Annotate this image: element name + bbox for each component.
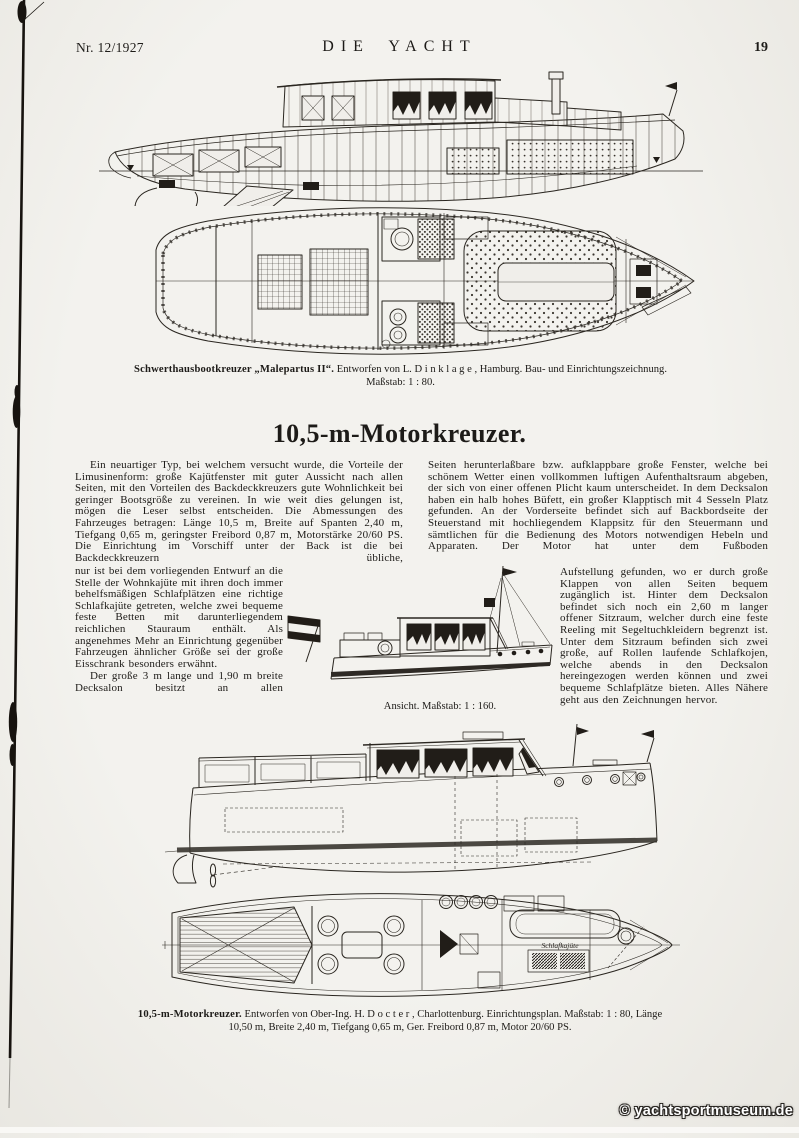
bottom-figure-caption-rest: Entworfen von Ober-Ing. H. D o c t e r , Charlottenburg. Einrichtungsplan. Maßstab: 1 : 80, Länge 10,50 m, Breite 2,40 m, Tiefgang 0,65 m, Ger. Freibord 0,87 m, Motor 20/60 PS. bbox=[228, 1009, 663, 1033]
motorkreuzer-side-view-drawing bbox=[284, 558, 564, 698]
top-figure-caption bbox=[118, 363, 683, 389]
scan-bottom-edge bbox=[0, 1127, 799, 1133]
bottom-figure-caption-bold: 10,5-m-Motorkreuzer. bbox=[137, 1009, 242, 1020]
bottom-figure-caption bbox=[125, 1008, 675, 1034]
issue-number: Nr. 12/1927 bbox=[76, 40, 144, 55]
watermark: © yachtsportmuseum.de bbox=[619, 1103, 793, 1119]
left-column-paragraph-2: Der große 3 m lange und 1,90 m breite Decksalon besitzt an allen bbox=[75, 670, 283, 694]
masthead-title: DIE YACHT bbox=[322, 38, 477, 55]
page-number: 19 bbox=[754, 40, 768, 55]
malepartus-side-elevation-drawing bbox=[97, 70, 705, 206]
top-figure-caption-rest: Entworfen von L. D i n k l a g e , Hamburg. Bau- und Einrichtungszeichnung. Maßstab: 1 : 80. bbox=[334, 364, 667, 388]
motorkreuzer-side-elevation-drawing bbox=[163, 724, 665, 888]
right-column-paragraph-1-wide: Seiten herunterlaßbare bzw. aufklappbare große Fenster, welche bei schönem Wetter einen vollkommen luftigen Aufenthaltsraum abgeben, der sich von einer offenen Plicht kaum unterscheidet. In dem Decksalon haben ein halb hohes Büfett, ein großer Klapptisch mit 4 Sesseln Platz gefunden. An der Vorderseite befindet sich auf Backbordseite der Steuerstand mit hochliegendem Klappsitz für den Steuermann und sämtlichen für die Bedienung des Motors notwendigen Hebeln und Apparaten. Der Motor hat unter dem Fußboden bbox=[428, 459, 768, 553]
right-column-paragraph-1-narrow: Aufstellung gefunden, wo er durch große Klappen von allen Seiten bequem zugänglich ist. Hinter dem Decksalon befindet sich noch ein 2,60 m langer offener Sitzraum, welcher durch eine feste Reeling mit Segeltuchkleidern begrenzt ist. Unter dem Sitzraum befinden sich zwei große, auf Rollen laufende Schlafkojen, welche abends in den Decksalon hereingezogen werden können und zwei bequeme Schlafplätze bieten. Alles Nähere geht aus den Zeichnungen hervor. bbox=[560, 566, 768, 706]
malepartus-deck-plan-drawing bbox=[146, 203, 704, 359]
left-column-paragraph-1-wide: Ein neuartiger Typ, bei welchem versucht wurde, die Vorteile der Limusinenform: große Kajütfenster mit guter Aussicht nach allen Seiten, mit den Vorteilen des Backdeckkreuzers gute Wohnlichkeit bei geringer Bootsgröße zu vereinen. In wie weit dies gelungen ist, mögen die Leser selbst entscheiden. Die Abmessungen des Fahrzeuges betragen: Länge 10,5 m, Breite auf Spanten 2,40 m, Tiefgang 0,65 m, geringster Freibord 0,87 m, Motorstärke 20/60 PS. Die Einrichtung im Vorschiff unter der Back ist die bei Backdeckkreuzern übliche, bbox=[75, 459, 403, 564]
article-headline: 10,5-m-Motorkreuzer. bbox=[272, 419, 527, 448]
motorkreuzer-deck-plan-drawing bbox=[160, 886, 683, 1004]
binding-edge-artifact bbox=[0, 0, 60, 1133]
middle-figure-caption: Ansicht. Maßstab: 1 : 160. bbox=[383, 701, 497, 712]
top-figure-caption-bold: Schwerthausbootkreuzer „Malepartus II“. bbox=[133, 364, 335, 375]
left-column-paragraph-1-narrow: nur ist bei dem vorliegenden Entwurf an die Stelle der Wohnkajüte mit ihren doch immer behelfsmäßigen Schlafplätzen eine richtige Schlafkajüte getreten, welche zwei bequeme feste Betten mit darunterliegendem reichlichen Stauraum enthält. Als angenehmes Mehr an Einrichtung gegenüber Fahrzeugen ähnlicher Größe sei der große Eisschrank besonders erwähnt. bbox=[75, 565, 283, 670]
plan-room-label: Schlafkajüte bbox=[541, 941, 579, 950]
